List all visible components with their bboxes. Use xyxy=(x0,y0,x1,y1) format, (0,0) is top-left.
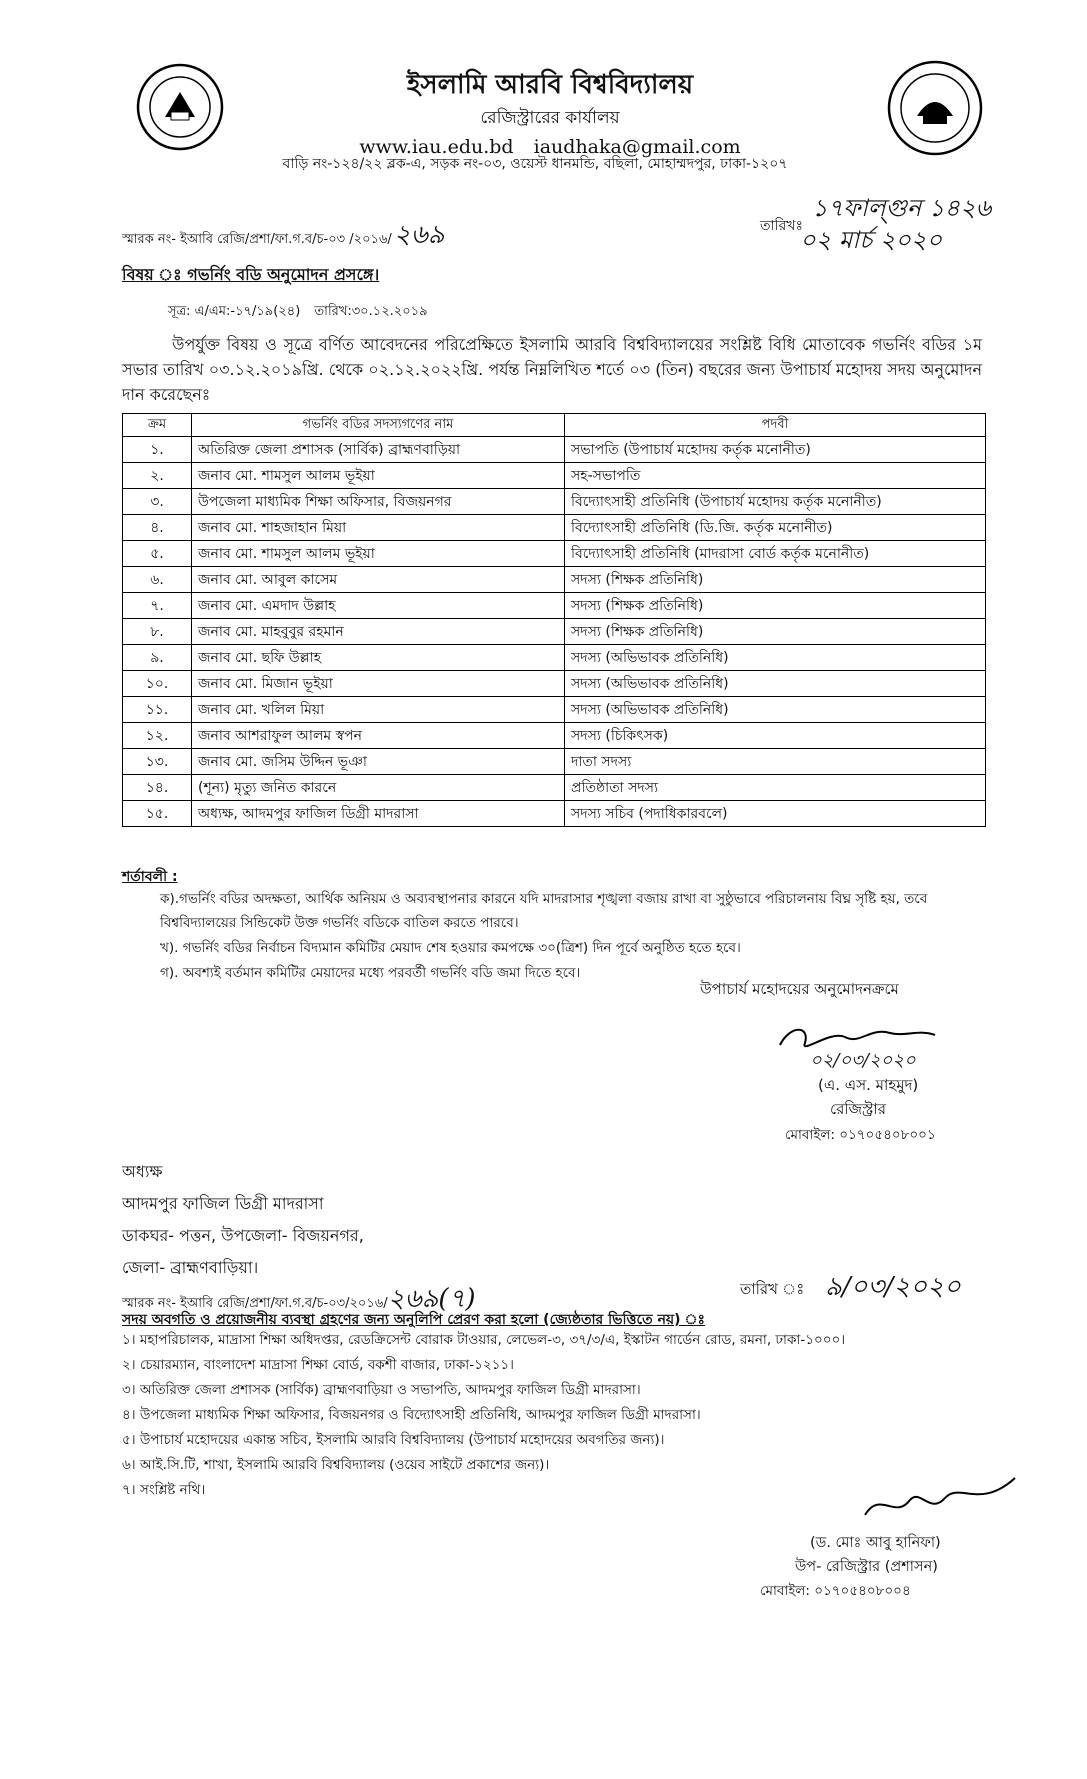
member-name-cell: জনাব মো. জসিম উদ্দিন ভূঞা xyxy=(192,749,565,775)
table-row xyxy=(123,645,986,671)
serial-cell: ২. xyxy=(123,463,192,489)
serial-cell: ৪. xyxy=(123,515,192,541)
member-name-cell: জনাব মো. মাহবুবুর রহমান xyxy=(192,619,565,645)
table-row xyxy=(123,593,986,619)
subject-line: বিষয় ঃ গভর্নিং বডি অনুমোদন প্রসঙ্গে। xyxy=(122,265,380,284)
designation-cell: প্রতিষ্ঠাতা সদস্য xyxy=(565,775,986,801)
member-name-cell: (শূন্য) মৃত্যু জনিত কারনে xyxy=(192,775,565,801)
deputy-registrar-name: (ড. মোঃ আবু হানিফা) xyxy=(810,1535,941,1551)
designation-cell: সদস্য (অভিভাবক প্রতিনিধি) xyxy=(565,645,986,671)
serial-cell: ১৫. xyxy=(123,801,192,827)
list-item: ৪। উপজেলা মাধ্যমিক শিক্ষা অফিসার, বিজয়নগর ও বিদ্যোৎসাহী প্রতিনিধি, আদমপুর ফাজিল ডিগ্রী মাদরাসা। xyxy=(122,1407,701,1423)
condition-item: গ). অবশ্যই বর্তমান কমিটির মেয়াদের মধ্যে পরবর্তী গভর্নিং বডি জমা দিতে হবে। xyxy=(160,965,581,981)
designation-cell: সদস্য (শিক্ষক প্রতিনিধি) xyxy=(565,567,986,593)
designation-cell: বিদ্যোৎসাহী প্রতিনিধি (ডি.জি. কর্তৃক মনোনীত) xyxy=(565,515,986,541)
designation-cell: সদস্য (শিক্ষক প্রতিনিধি) xyxy=(565,593,986,619)
reference-date: তারিখ:৩০.১২.২০১৯ xyxy=(314,304,428,319)
copy-title: সদয় অবগতি ও প্রয়োজনীয় ব্যবস্থা গ্রহণের জন্য অনুলিপি প্রেরণ করা হলো (জ্যেষ্ঠতার ভিত্তিতে নয়) ঃ xyxy=(122,1312,706,1328)
conditions-title: শর্তাবলী : xyxy=(122,869,178,885)
serial-cell: ১০. xyxy=(123,671,192,697)
table-row xyxy=(123,671,986,697)
recipient-line: জেলা- ব্রাহ্মণবাড়িয়া। xyxy=(122,1258,259,1277)
list-item: ১। মহাপরিচালক, মাদ্রাসা শিক্ষা অধিদপ্তর, রেডক্রিসেন্ট বোরাক টাওয়ার, লেভেল-৩, ৩৭/৩/এ, ইস্কাটন গার্ডেন রোড, রমনা, ঢাকা-১০০০। xyxy=(122,1332,846,1348)
recipient-address xyxy=(122,1156,364,1284)
member-name-cell: জনাব মো. এমদাদ উল্লাহ xyxy=(192,593,565,619)
condition-item: ক).গভর্নিং বডির অদক্ষতা, আর্থিক অনিয়ম ও অব্যবস্থাপনার কারনে যদি মাদরাসার শৃঙ্খলা বজায় রাখা বা সুষ্ঠুভাবে পরিচালনায় বিঘ্ন সৃষ্টি হয়, তবে বিশ্ববিদ্যালয়ের সিন্ডিকেট উক্ত গভর্নিং বডিকে বাতিল করতে পারবে। xyxy=(160,891,928,931)
serial-cell: ৮. xyxy=(123,619,192,645)
reference-label: সূত্র: এ/এম:-১৭/১৯(২৪) xyxy=(168,304,301,319)
reference-line xyxy=(168,302,428,323)
recipient-line: অধ্যক্ষ xyxy=(122,1162,163,1181)
recipient-line: আদমপুর ফাজিল ডিগ্রী মাদরাসা xyxy=(122,1194,324,1213)
memo2-date: ৯/০৩/২০২০ xyxy=(825,1272,961,1302)
designation-cell: সহ-সভাপতি xyxy=(565,463,986,489)
deputy-registrar-title: উপ- রেজিস্ট্রার (প্রশাসন) xyxy=(795,1559,938,1575)
table-row xyxy=(123,437,986,463)
designation-cell: সদস্য (চিকিৎসক) xyxy=(565,723,986,749)
email-link[interactable]: iaudhaka@gmail.com xyxy=(533,136,741,158)
registrar-name: (এ. এস. মাহমুদ) xyxy=(818,1076,919,1094)
table-row xyxy=(123,463,986,489)
list-item: ৭। সংশ্লিষ্ট নথি। xyxy=(122,1482,206,1498)
body-paragraph: উপর্যুক্ত বিষয় ও সূত্রে বর্ণিত আবেদনের পরিপ্রেক্ষিতে ইসলামি আরবি বিশ্ববিদ্যালয়ের সংশ্লিষ্ট বিধি মোতাবেক গভর্নিং বডির ১ম সভার তারিখ ০৩.১২.২০১৯খ্রি. থেকে ০২.১২.২০২২খ্রি. পর্যন্ত নিম্নলিখিত শর্তে ০৩ (তিন) বছরের জন্য উপাচার্য মহোদয় সদয় অনুমোদন দান করেছেনঃ xyxy=(122,335,982,404)
memo-handwritten-number: ২৬৯ xyxy=(393,220,445,250)
serial-cell: ১. xyxy=(123,437,192,463)
deputy-registrar-signature-icon xyxy=(860,1470,1020,1530)
registrar-mobile: মোবাইল: ০১৭০৫৪০৮০০১ xyxy=(785,1127,936,1143)
member-name-cell: অধ্যক্ষ, আদমপুর ফাজিল ডিগ্রী মাদরাসা xyxy=(192,801,565,827)
memo2-label: স্মারক নং- ইআবি রেজি/প্রশা/ফা.গ.ব/চ-০৩/২০১৬/ xyxy=(122,1296,388,1311)
website-link[interactable]: www.iau.edu.bd xyxy=(359,136,514,158)
member-name-cell: জনাব মো. শামসুল আলম ভূইয়া xyxy=(192,463,565,489)
table-row xyxy=(123,749,986,775)
member-name-cell: জনাব মো. মিজান ভূইয়া xyxy=(192,671,565,697)
member-name-cell: জনাব মো. খলিল মিয়া xyxy=(192,697,565,723)
member-name-cell: অতিরিক্ত জেলা প্রশাসক (সার্বিক) ব্রাহ্মণবাড়িয়া xyxy=(192,437,565,463)
memo2-date-label: তারিখ ঃ xyxy=(740,1280,805,1298)
member-name-cell: জনাব আশরাফুল আলম স্বপন xyxy=(192,723,565,749)
date-bangla: ১৭ফাল্গুন ১৪২৬ xyxy=(812,194,992,222)
registrar-signature-date: ০২/০৩/২০২০ xyxy=(810,1050,916,1071)
table-row xyxy=(123,723,986,749)
serial-cell: ১১. xyxy=(123,697,192,723)
header-designation: পদবী xyxy=(565,414,986,437)
list-item: ৫। উপাচার্য মহোদয়ের একান্ত সচিব, ইসলামি আরবি বিশ্ববিদ্যালয় (উপাচার্য মহোদয়ের অবগতির জন্য)। xyxy=(122,1432,665,1448)
table-row xyxy=(123,775,986,801)
designation-cell: সদস্য (অভিভাবক প্রতিনিধি) xyxy=(565,671,986,697)
date-english: ০২ মার্চ ২০২০ xyxy=(800,226,943,254)
serial-cell: ৩. xyxy=(123,489,192,515)
designation-cell: বিদ্যোৎসাহী প্রতিনিধি (মাদরাসা বোর্ড কর্তৃক মনোনীত) xyxy=(565,541,986,567)
secondary-emblem-icon xyxy=(885,58,985,158)
serial-cell: ৫. xyxy=(123,541,192,567)
governing-body-table xyxy=(122,413,986,827)
recipient-line: ডাকঘর- পত্তন, উপজেলা- বিজয়নগর, xyxy=(122,1226,364,1245)
registrar-title: রেজিস্ট্রার xyxy=(830,1100,887,1118)
memo-number xyxy=(122,214,444,258)
deputy-registrar-mobile: মোবাইল: ০১৭০৫৪০৮০০৪ xyxy=(760,1583,911,1599)
serial-cell: ৭. xyxy=(123,593,192,619)
serial-cell: ৯. xyxy=(123,645,192,671)
member-name-cell: জনাব মো. শামসুল আলম ভূইয়া xyxy=(192,541,565,567)
office-name: রেজিস্ট্রারের কার্যালয় xyxy=(480,108,620,128)
member-name-cell: উপজেলা মাধ্যমিক শিক্ষা অফিসার, বিজয়নগর xyxy=(192,489,565,515)
office-address: বাড়ি নং-১২৪/২২ ব্লক-এ, সড়ক নং-০৩, ওয়েস্ট ধানমন্ডি, বছিলা, মোহাম্মদপুর, ঢাকা-১২০৭ xyxy=(282,156,788,172)
university-name: ইসলামি আরবি বিশ্ববিদ্যালয় xyxy=(406,70,694,100)
date-label: তারিখঃ xyxy=(760,218,803,234)
header-serial: ক্রম xyxy=(123,414,192,437)
table-row xyxy=(123,515,986,541)
serial-cell: ১৪. xyxy=(123,775,192,801)
designation-cell: দাতা সদস্য xyxy=(565,749,986,775)
memo2-handwritten-number: ২৬৯(৭) xyxy=(387,1284,476,1314)
table-row xyxy=(123,697,986,723)
header-name: গভর্নিং বডির সদস্যগণের নাম xyxy=(192,414,565,437)
serial-cell: ১৩. xyxy=(123,749,192,775)
list-item: ৬। আই.সি.টি, শাখা, ইসলামি আরবি বিশ্ববিদ্যালয় (ওয়েব সাইটে প্রকাশের জন্য)। xyxy=(122,1457,550,1473)
serial-cell: ১২. xyxy=(123,723,192,749)
table-row xyxy=(123,619,986,645)
letterhead xyxy=(250,68,850,160)
designation-cell: সদস্য (শিক্ষক প্রতিনিধি) xyxy=(565,619,986,645)
table-row xyxy=(123,541,986,567)
approval-note: উপাচার্য মহোদয়ের অনুমোদনক্রমে xyxy=(700,980,899,998)
member-name-cell: জনাব মো. ছফি উল্লাহ xyxy=(192,645,565,671)
designation-cell: সদস্য সচিব (পদাধিকারবলে) xyxy=(565,801,986,827)
table-body xyxy=(123,437,986,827)
table-row xyxy=(123,489,986,515)
university-seal-icon xyxy=(135,62,225,152)
member-name-cell: জনাব মো. শাহজাহান মিয়া xyxy=(192,515,565,541)
list-item: ৩। অতিরিক্ত জেলা প্রশাসক (সার্বিক) ব্রাহ্মণবাড়িয়া ও সভাপতি, আদমপুর ফাজিল ডিগ্রী মাদরাসা। xyxy=(122,1382,641,1398)
condition-item: খ). গভর্নিং বডির নির্বাচন বিদ্যমান কমিটির মেয়াদ শেষ হওয়ার কমপক্ষে ৩০(ত্রিশ) দিন পূর্বে অনুষ্ঠিত হতে হবে। xyxy=(160,940,741,956)
table-header-row xyxy=(123,414,986,437)
designation-cell: বিদ্যোৎসাহী প্রতিনিধি (উপাচার্য মহোদয় কর্তৃক মনোনীত) xyxy=(565,489,986,515)
table-row xyxy=(123,801,986,827)
list-item: ২। চেয়ারম্যান, বাংলাদেশ মাদ্রাসা শিক্ষা বোর্ড, বকশী বাজার, ঢাকা-১২১১। xyxy=(122,1357,514,1373)
table-row xyxy=(123,567,986,593)
serial-cell: ৬. xyxy=(123,567,192,593)
member-name-cell: জনাব মো. আবুল কাসেম xyxy=(192,567,565,593)
designation-cell: সভাপতি (উপাচার্য মহোদয় কর্তৃক মনোনীত) xyxy=(565,437,986,463)
designation-cell: সদস্য (অভিভাবক প্রতিনিধি) xyxy=(565,697,986,723)
memo-label: স্মারক নং- ইআবি রেজি/প্রশা/ফা.গ.ব/চ-০৩ /২০১৬/ xyxy=(122,232,392,247)
